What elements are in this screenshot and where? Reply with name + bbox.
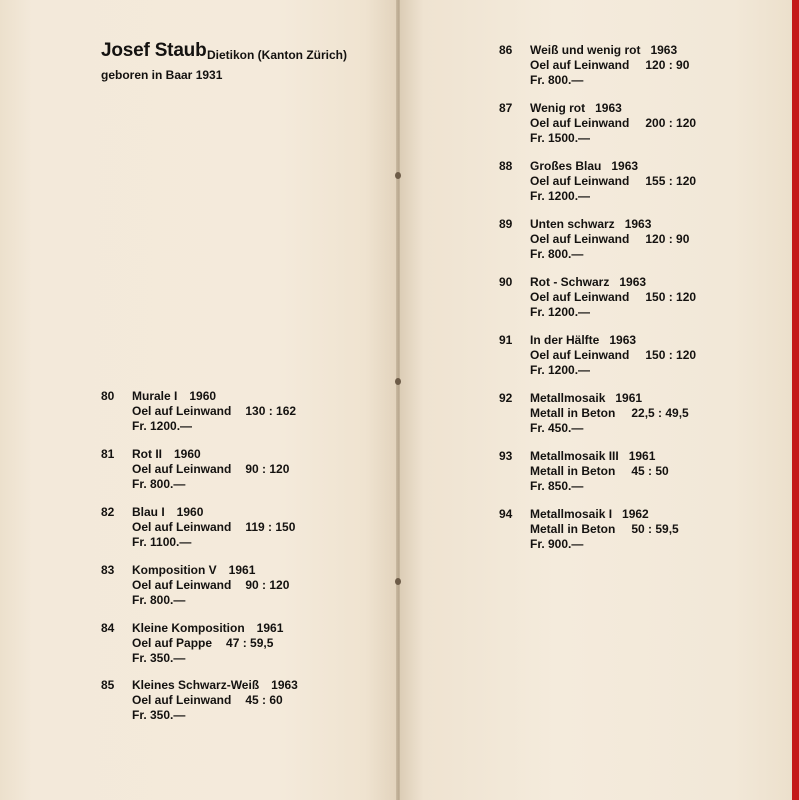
- entry-body: [132, 389, 296, 434]
- entry-title: Komposition V: [132, 563, 217, 577]
- entry-title: Rot II: [132, 447, 162, 461]
- entry-title-line: [132, 447, 289, 462]
- binding-stitch: [395, 378, 401, 385]
- left-page: [0, 0, 397, 800]
- entry-body: [530, 333, 696, 378]
- entry-number: 88: [499, 159, 513, 173]
- entry-year: 1963: [595, 101, 622, 115]
- entry-year: 1961: [628, 449, 656, 463]
- entry-medium-line: [132, 520, 295, 535]
- right-page: [400, 0, 792, 800]
- entry-price: Fr. 850.—: [530, 479, 584, 493]
- entry-price: Fr. 900.—: [530, 537, 584, 551]
- entry-medium: Oel auf Leinwand: [132, 462, 232, 476]
- entry-medium-line: [132, 693, 298, 708]
- entry-number: 83: [101, 563, 115, 577]
- entry-body: [530, 217, 689, 262]
- entry-size: 155 : 120: [645, 174, 697, 188]
- entry-title: Metallmosaik: [530, 391, 606, 405]
- entry-number: 86: [499, 43, 513, 57]
- entry-title-line: [132, 678, 298, 693]
- entry-medium: Oel auf Leinwand: [132, 693, 232, 707]
- entry-medium-line: [530, 464, 669, 479]
- entry-year: 1960: [176, 505, 204, 519]
- entry-price: Fr. 450.—: [530, 421, 584, 435]
- entry-number: 89: [499, 217, 513, 231]
- entry-title-line: [530, 333, 696, 348]
- entry-size: 150 : 120: [645, 348, 697, 362]
- entry-number: 92: [499, 391, 513, 405]
- entry-number: 91: [499, 333, 513, 347]
- entry-size: 200 : 120: [645, 116, 697, 130]
- entry-year: 1963: [609, 333, 637, 347]
- entry-price: Fr. 1500.—: [530, 131, 591, 145]
- entry-year: 1963: [611, 159, 639, 173]
- entry-title-line: [530, 101, 696, 116]
- entry-body: [530, 507, 679, 552]
- entry-number: 94: [499, 507, 513, 521]
- entry-medium: Oel auf Leinwand: [132, 404, 232, 418]
- entry-year: 1963: [619, 275, 647, 289]
- entry-medium: Oel auf Leinwand: [530, 174, 630, 188]
- entry-price: Fr. 1200.—: [132, 419, 193, 433]
- entry-medium: Oel auf Leinwand: [530, 116, 630, 130]
- binding-stitch: [395, 172, 401, 179]
- entry-year: 1962: [622, 507, 649, 521]
- entry-medium-line: [530, 174, 696, 189]
- entry-size: 150 : 120: [645, 290, 697, 304]
- entry-title-line: [530, 159, 696, 174]
- entry-size: 47 : 59,5: [226, 636, 274, 650]
- entry-title: Weiß und wenig rot: [530, 43, 641, 57]
- entry-size: 90 : 120: [245, 462, 290, 476]
- red-cover-edge: [792, 0, 799, 800]
- entry-medium-line: [132, 404, 296, 419]
- entry-size: 120 : 90: [645, 232, 690, 246]
- entry-title-line: [132, 505, 295, 520]
- entry-title: Kleine Komposition: [132, 621, 245, 635]
- entry-body: [530, 449, 669, 494]
- artist-place: Dietikon (Kanton Zürich): [207, 48, 347, 62]
- entry-year: 1961: [256, 621, 284, 635]
- entry-title-line: [530, 217, 689, 232]
- entry-price: Fr. 800.—: [530, 73, 584, 87]
- entry-year: 1960: [189, 389, 217, 403]
- entry-year: 1963: [624, 217, 652, 231]
- entry-title: Murale I: [132, 389, 178, 403]
- entry-title: Wenig rot: [530, 101, 586, 115]
- entry-medium: Oel auf Leinwand: [530, 348, 630, 362]
- entry-medium: Oel auf Leinwand: [530, 290, 630, 304]
- entry-year: 1961: [228, 563, 256, 577]
- entry-title-line: [530, 449, 669, 464]
- entry-medium: Metall in Beton: [530, 522, 616, 536]
- entry-title-line: [530, 275, 696, 290]
- entry-medium: Metall in Beton: [530, 406, 616, 420]
- entry-title: Blau I: [132, 505, 165, 519]
- entry-title: Kleines Schwarz-Weiß: [132, 678, 260, 692]
- entry-size: 45 : 50: [631, 464, 669, 478]
- entry-title: Großes Blau: [530, 159, 602, 173]
- entry-price: Fr. 350.—: [132, 708, 186, 722]
- entry-title-line: [132, 389, 296, 404]
- entry-medium-line: [132, 578, 289, 593]
- entry-number: 81: [101, 447, 115, 461]
- entry-body: [530, 159, 696, 204]
- entry-price: Fr. 350.—: [132, 651, 186, 665]
- entry-price: Fr. 1100.—: [132, 535, 192, 549]
- entry-number: 82: [101, 505, 115, 519]
- entry-title-line: [530, 391, 689, 406]
- entry-medium-line: [530, 522, 679, 537]
- entry-medium-line: [530, 116, 696, 131]
- entry-size: 22,5 : 49,5: [631, 406, 689, 420]
- entry-body: [530, 391, 689, 436]
- artist-name: Josef Staub: [101, 40, 207, 61]
- entry-body: [530, 101, 696, 146]
- entry-title: Unten schwarz: [530, 217, 615, 231]
- entry-medium-line: [132, 462, 289, 477]
- entry-number: 80: [101, 389, 115, 403]
- entry-number: 87: [499, 101, 513, 115]
- entry-size: 50 : 59,5: [631, 522, 679, 536]
- entry-body: [132, 505, 295, 550]
- entry-year: 1963: [650, 43, 678, 57]
- entry-number: 84: [101, 621, 115, 635]
- entry-medium: Oel auf Leinwand: [132, 578, 232, 592]
- entry-title: Metallmosaik III: [530, 449, 619, 463]
- entry-year: 1963: [271, 678, 298, 692]
- entry-title-line: [132, 621, 283, 636]
- entry-price: Fr. 800.—: [132, 593, 186, 607]
- entry-price: Fr. 800.—: [530, 247, 584, 261]
- entry-medium-line: [530, 348, 696, 363]
- entry-title-line: [132, 563, 289, 578]
- entry-size: 130 : 162: [245, 404, 297, 418]
- entry-title-line: [530, 43, 689, 58]
- entry-number: 93: [499, 449, 513, 463]
- entry-title: In der Hälfte: [530, 333, 600, 347]
- entry-medium: Oel auf Pappe: [132, 636, 213, 650]
- entry-medium-line: [530, 406, 689, 421]
- entry-medium: Oel auf Leinwand: [132, 520, 232, 534]
- entry-price: Fr. 800.—: [132, 477, 186, 491]
- entry-body: [132, 678, 298, 723]
- entry-title: Rot - Schwarz: [530, 275, 610, 289]
- entry-price: Fr. 1200.—: [530, 305, 591, 319]
- entry-number: 90: [499, 275, 513, 289]
- binding-stitch: [395, 578, 401, 585]
- entry-title-line: [530, 507, 679, 522]
- entry-price: Fr. 1200.—: [530, 189, 591, 203]
- entry-body: [132, 621, 283, 666]
- entry-size: 45 : 60: [245, 693, 283, 707]
- entry-medium-line: [132, 636, 283, 651]
- entry-medium-line: [530, 58, 689, 73]
- entry-number: 85: [101, 678, 115, 692]
- artist-born: geboren in Baar 1931: [101, 68, 223, 82]
- entry-medium-line: [530, 290, 696, 305]
- entry-year: 1960: [174, 447, 201, 461]
- entry-price: Fr. 1200.—: [530, 363, 591, 377]
- entry-medium: Metall in Beton: [530, 464, 616, 478]
- entry-medium: Oel auf Leinwand: [530, 232, 630, 246]
- entry-body: [530, 275, 696, 320]
- entry-body: [132, 447, 289, 492]
- entry-size: 120 : 90: [645, 58, 690, 72]
- entry-body: [530, 43, 689, 88]
- entry-title: Metallmosaik I: [530, 507, 613, 521]
- entry-size: 90 : 120: [245, 578, 290, 592]
- entry-medium: Oel auf Leinwand: [530, 58, 630, 72]
- entry-body: [132, 563, 289, 608]
- entry-medium-line: [530, 232, 689, 247]
- entry-size: 119 : 150: [245, 520, 296, 534]
- entry-year: 1961: [615, 391, 643, 405]
